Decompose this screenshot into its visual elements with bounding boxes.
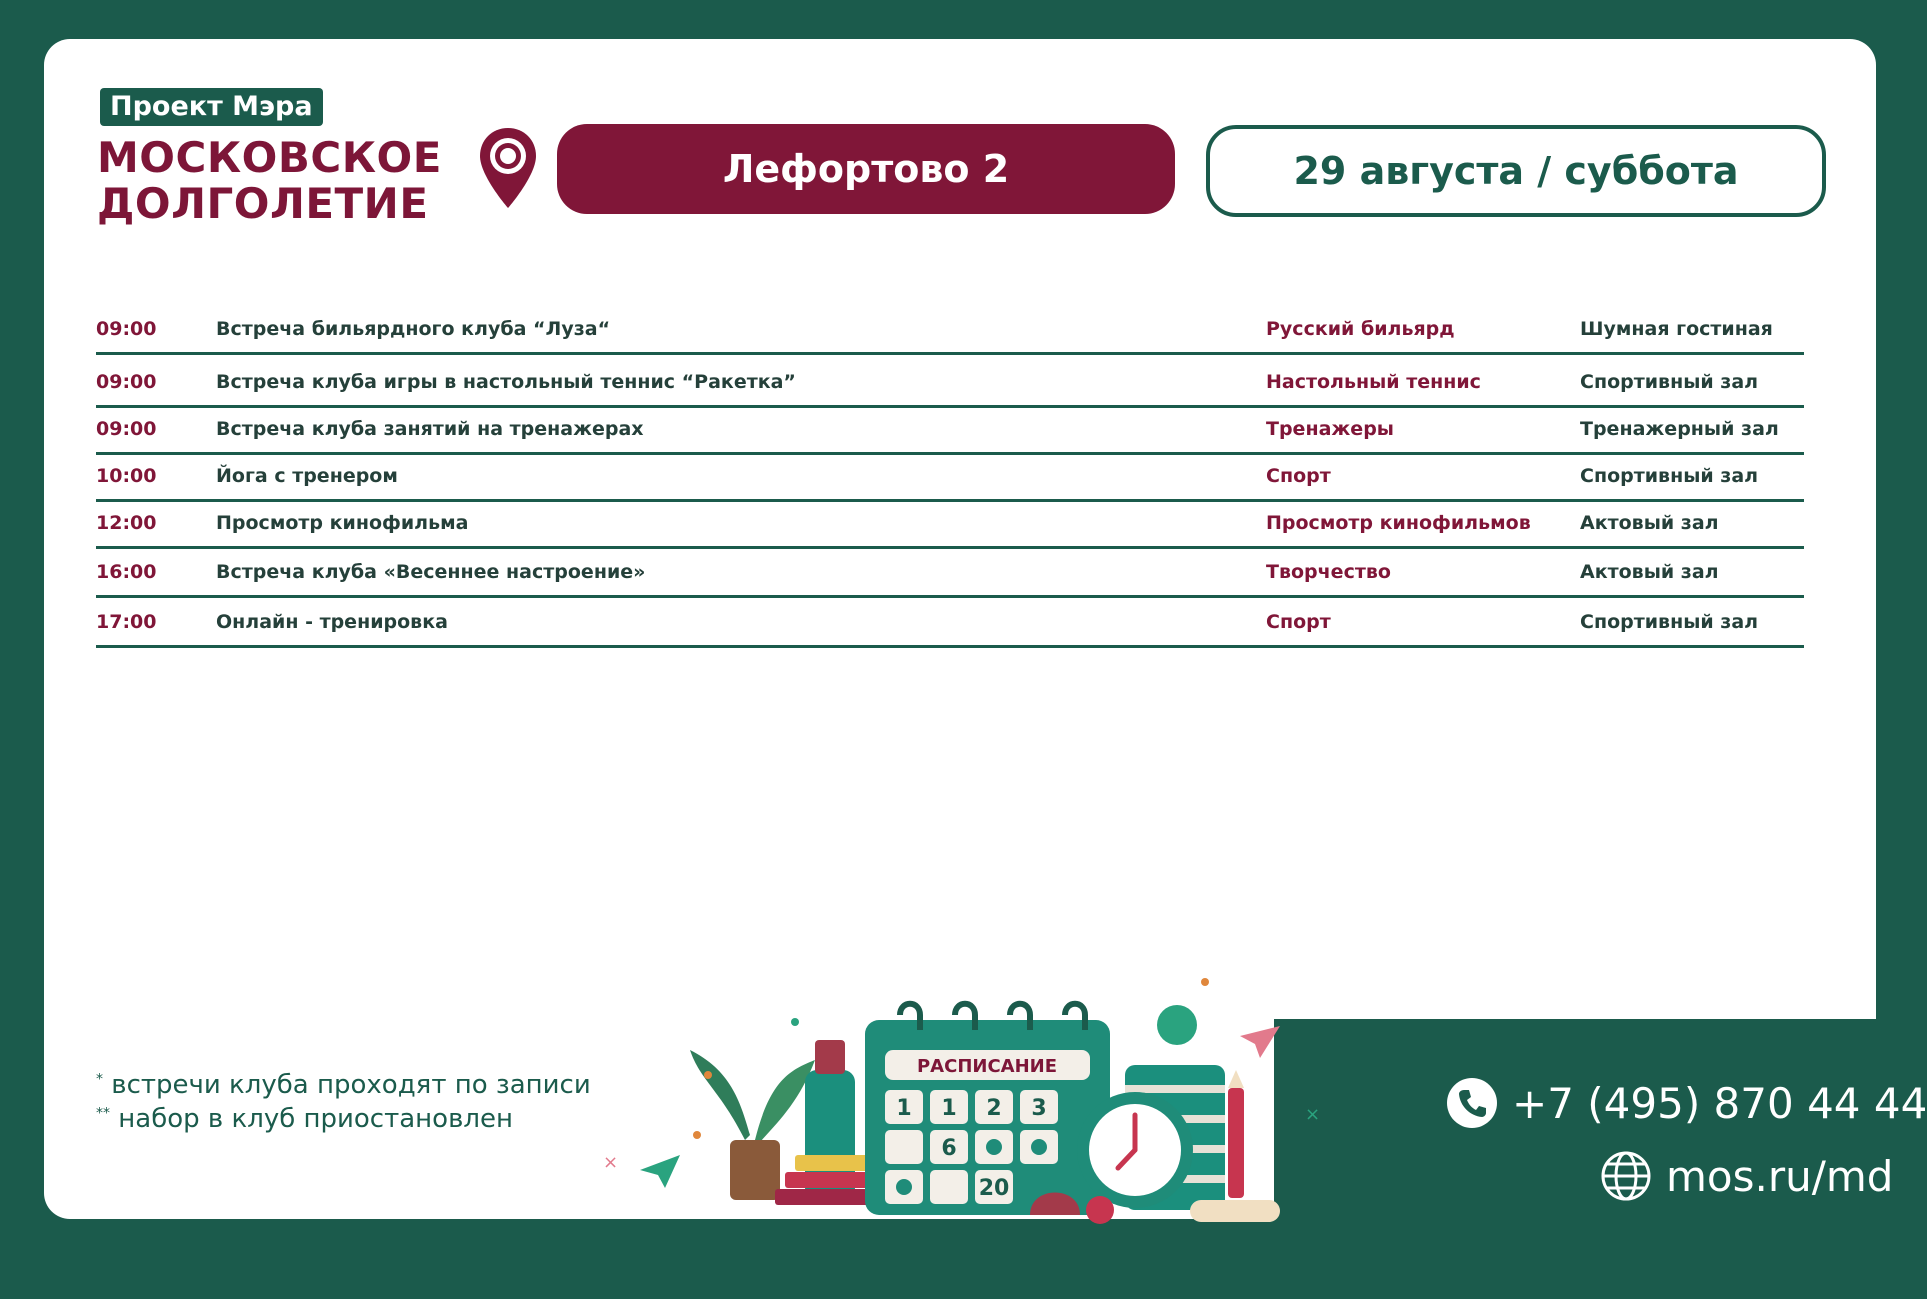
note-mark: * [96,1071,103,1088]
row-time: 09:00 [96,371,157,393]
row-title: Встреча бильярдного клуба “Луза“ [216,318,611,340]
row-room: Актовый зал [1580,512,1719,534]
row-room: Актовый зал [1580,561,1719,583]
row-title: Встреча клуба «Весеннее настроение» [216,561,646,583]
logo-line-2: ДОЛГОЛЕТИЕ [97,179,429,228]
svg-text:×: × [1305,1104,1321,1125]
row-title: Встреча клуба занятий на тренажерах [216,418,644,440]
map-pin-icon [478,126,538,210]
row-room: Спортивный зал [1580,465,1759,487]
phone-icon [1446,1077,1498,1129]
row-time: 12:00 [96,512,157,534]
logo-title [97,135,442,227]
date-pill [1206,125,1826,217]
row-category: Спорт [1266,465,1331,487]
table-row [96,408,1804,455]
location-pill [557,124,1175,214]
table-row [96,300,1804,355]
globe-icon [1600,1150,1652,1202]
row-category: Творчество [1266,561,1391,583]
table-row [96,355,1804,408]
row-title: Йога с тренером [216,465,398,487]
calendar-digit: 6 [941,1136,957,1161]
note-text: встречи клуба проходят по записи [111,1070,591,1100]
website-contact [1600,1150,1893,1202]
calendar-digit: 20 [978,1176,1010,1201]
website-url: mos.ru/md [1666,1151,1894,1201]
table-row [96,502,1804,549]
phone-contact [1446,1077,1927,1129]
table-row [96,455,1804,502]
row-category: Просмотр кинофильмов [1266,512,1531,534]
schedule-illustration [580,970,1321,1230]
row-time: 09:00 [96,418,157,440]
row-room: Спортивный зал [1580,371,1759,393]
calendar-digit: 3 [1031,1096,1047,1121]
svg-text:×: × [603,1152,619,1173]
logo-line-1: МОСКОВСКОЕ [97,133,442,182]
row-category: Спорт [1266,611,1331,633]
calendar-title: РАСПИСАНИЕ [916,1056,1058,1077]
row-time: 16:00 [96,561,157,583]
calendar-digit: 2 [986,1096,1002,1121]
row-time: 09:00 [96,318,157,340]
row-category: Тренажеры [1266,418,1394,440]
row-time: 10:00 [96,465,157,487]
row-room: Тренажерный зал [1580,418,1779,440]
project-badge: Проект Мэра [100,88,323,126]
schedule-table [96,300,1804,648]
row-room: Шумная гостиная [1580,318,1773,340]
date-text: 29 августа / суббота [1293,149,1739,193]
note-recruitment [96,1104,513,1134]
row-time: 17:00 [96,611,157,633]
calendar-digit: 1 [941,1096,957,1121]
table-row [96,598,1804,648]
calendar-digit: 1 [896,1096,912,1121]
row-title: Просмотр кинофильма [216,512,469,534]
phone-number: +7 (495) 870 44 44 [1512,1078,1927,1128]
row-title: Онлайн - тренировка [216,611,448,633]
table-row [96,549,1804,598]
location-name: Лефортово 2 [722,147,1010,191]
row-room: Спортивный зал [1580,611,1759,633]
row-category: Настольный теннис [1266,371,1481,393]
row-category: Русский бильярд [1266,318,1455,340]
note-mark: ** [96,1105,110,1122]
note-text: набор в клуб приостановлен [118,1104,514,1134]
note-registration [96,1070,591,1100]
row-title: Встреча клуба игры в настольный теннис “Ракетка” [216,371,796,393]
